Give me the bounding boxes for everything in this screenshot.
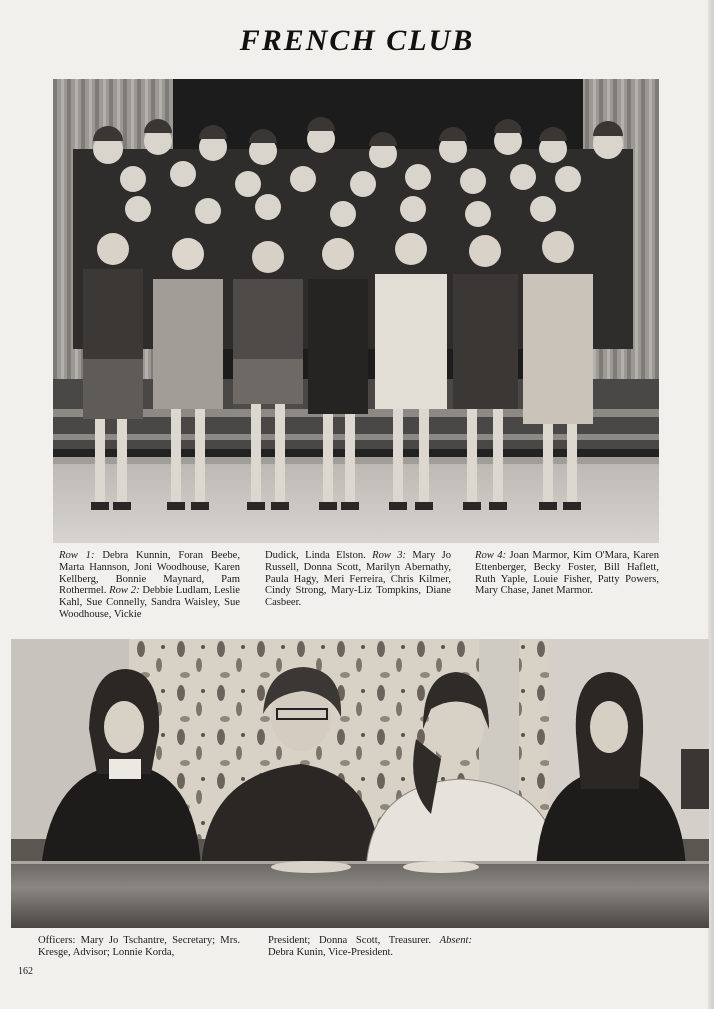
officers-photo (11, 639, 709, 928)
row1-label: Row 1: (59, 550, 95, 561)
row3-names: Mary Jo Russell, Donna Scott, Marilyn Abernathy, Paula Hagy, Meri Ferreira, Chris Kilmer, Cindy Strong, Mary-Liz Tompkins, Diane Casbeer. (265, 550, 452, 609)
row2-label: Row 2: (109, 585, 140, 597)
group-photo-image (53, 79, 659, 543)
page-number: 162 (18, 966, 33, 977)
officers-caption-text: President; Donna Scott, Treasurer. (268, 935, 440, 946)
row4-names: Joan Marmor, Kim O'Mara, Karen Ettenberger, Becky Foster, Bill Haflett, Ruth Yaple, Louie Fisher, Patty Powers, Mary Chase, Janet Marmor. (475, 550, 659, 597)
row2-names: Debbie Ludlam, Leslie Kahl, Sue Connelly, Sandra Waisley, Sue Woodhouse, Vickie (59, 585, 240, 620)
page-title: FRENCH CLUB (239, 24, 475, 57)
group-photo (53, 79, 659, 543)
group-caption-col1 (59, 550, 240, 621)
row2-names-cont: Dudick, Linda Elston. (265, 550, 373, 561)
group-caption-col3 (475, 550, 659, 597)
absent-names: Debra Kunin, Vice-President. (268, 946, 394, 958)
row1-names: Debra Kunnin, Foran Beebe, Marta Hannson, Joni Woodhouse, Karen Kellberg, Bonnie Maynard, Pam Rothermel. (59, 550, 240, 597)
row3-label: Row 3: (372, 550, 407, 561)
officers-caption-col2 (268, 935, 472, 959)
row4-label: Row 4: (475, 550, 507, 561)
absent-label: Absent: (439, 935, 472, 946)
officers-photo-image (11, 639, 709, 928)
group-caption-col2 (265, 550, 451, 609)
officers-caption-col1: Officers: Mary Jo Tschantre, Secretary; Mrs. Kresge, Advisor; Lonnie Korda, (38, 935, 240, 958)
